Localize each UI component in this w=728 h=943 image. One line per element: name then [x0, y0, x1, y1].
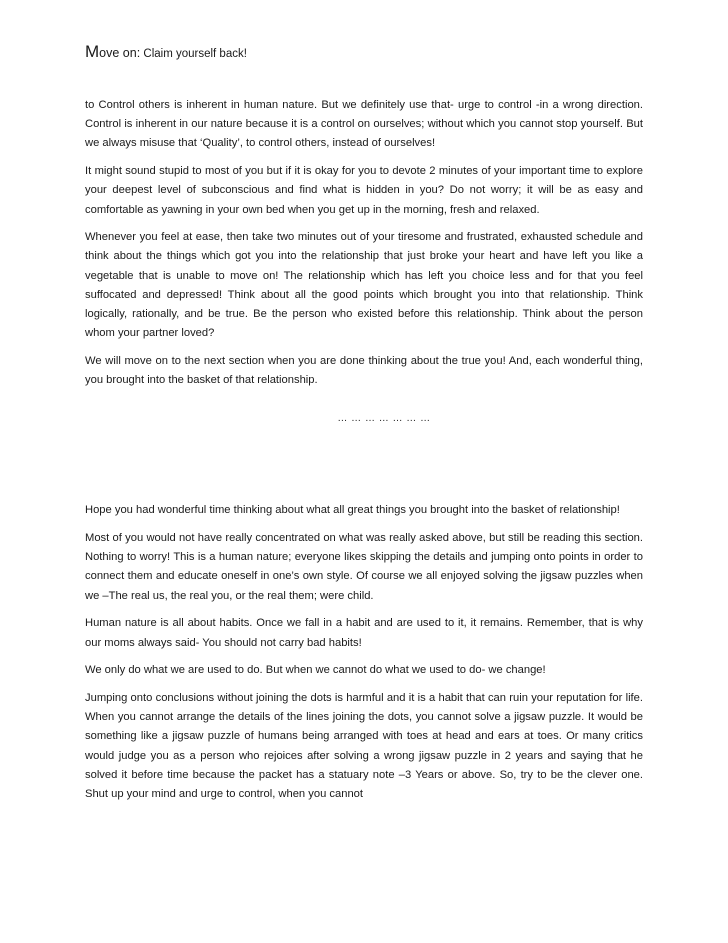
paragraph: We only do what we are used to do. But when we cannot do what we used to do- we change!	[85, 664, 546, 677]
paragraph: We will move on to the next section when you are done thinking about the true you! And, each wonderful thing, you brought into the basket of that relationship.	[85, 354, 643, 387]
title-subtitle: Claim yourself back!	[140, 48, 247, 60]
title-word: ove on	[99, 46, 137, 60]
section-separator: … … … … … … …	[337, 413, 431, 425]
paragraph: Whenever you feel at ease, then take two minutes out of your tiresome and frustrated, exhausted schedule and think about the things which got you into the relationship that just broke your heart and have left you like a vegetable that is unable to move on! The relationship which has left you choice less and for that you feel suffocated and depressed! Think about all the good points which brought you into that relationship. Think logically, rationally, and be true. Be the person who existed before this relationship. Think about the person whom your partner loved?	[85, 231, 643, 340]
paragraph: Hope you had wonderful time thinking about what all great things you brought into the basket of relationship!	[85, 504, 620, 517]
document-page	[85, 40, 643, 813]
blank-space	[85, 426, 643, 501]
page-title	[85, 40, 643, 66]
paragraph: Human nature is all about habits. Once we fall in a habit and are used to it, it remains. Remember, that is why our moms always said- You should not carry bad habits!	[85, 617, 643, 649]
paragraph: It might sound stupid to most of you but if it is okay for you to devote 2 minutes of your important time to explore your deepest level of subconscious and find what is hidden in you? Do not worry; it will be as easy and comfortable as yawning in your own bed when you get up in the morning, fresh and relaxed.	[85, 165, 643, 216]
paragraph: to Control others is inherent in human nature. But we definitely use that- urge to control -in a wrong direction. Control is inherent in our nature because it is a control on ourselves; without which you cannot stop yourself. But we always misuse that ‘Quality’, to control others, instead of ourselves!	[85, 99, 643, 150]
paragraph: Most of you would not have really concentrated on what was really asked above, but still be reading this section. Nothing to worry! This is a human nature; everyone likes skipping the details and jumping onto points in order to connect them and educate oneself in one’s own style. Of course we all enjoyed solving the jigsaw puzzles when we –The real us, the real you, or the real them; were child.	[85, 532, 643, 602]
title-initial: M	[85, 42, 100, 61]
title-colon: :	[136, 46, 141, 60]
paragraph: Jumping onto conclusions without joining the dots is harmful and it is a habit that can ruin your reputation for life. When you cannot arrange the details of the lines joining the dots, you cannot solve a jigsaw puzzle. It would be something like a jigsaw puzzle of humans being arranged with toes at head and ears at toes. Or many critics would judge you as a person who rejoices after solving a wrong jigsaw puzzle in 2 years and saying that he solved it before time because the packet has a statuary note –3 Years or above. So, try to be the clever one. Shut up your mind and urge to control, when you cannot	[85, 691, 643, 800]
